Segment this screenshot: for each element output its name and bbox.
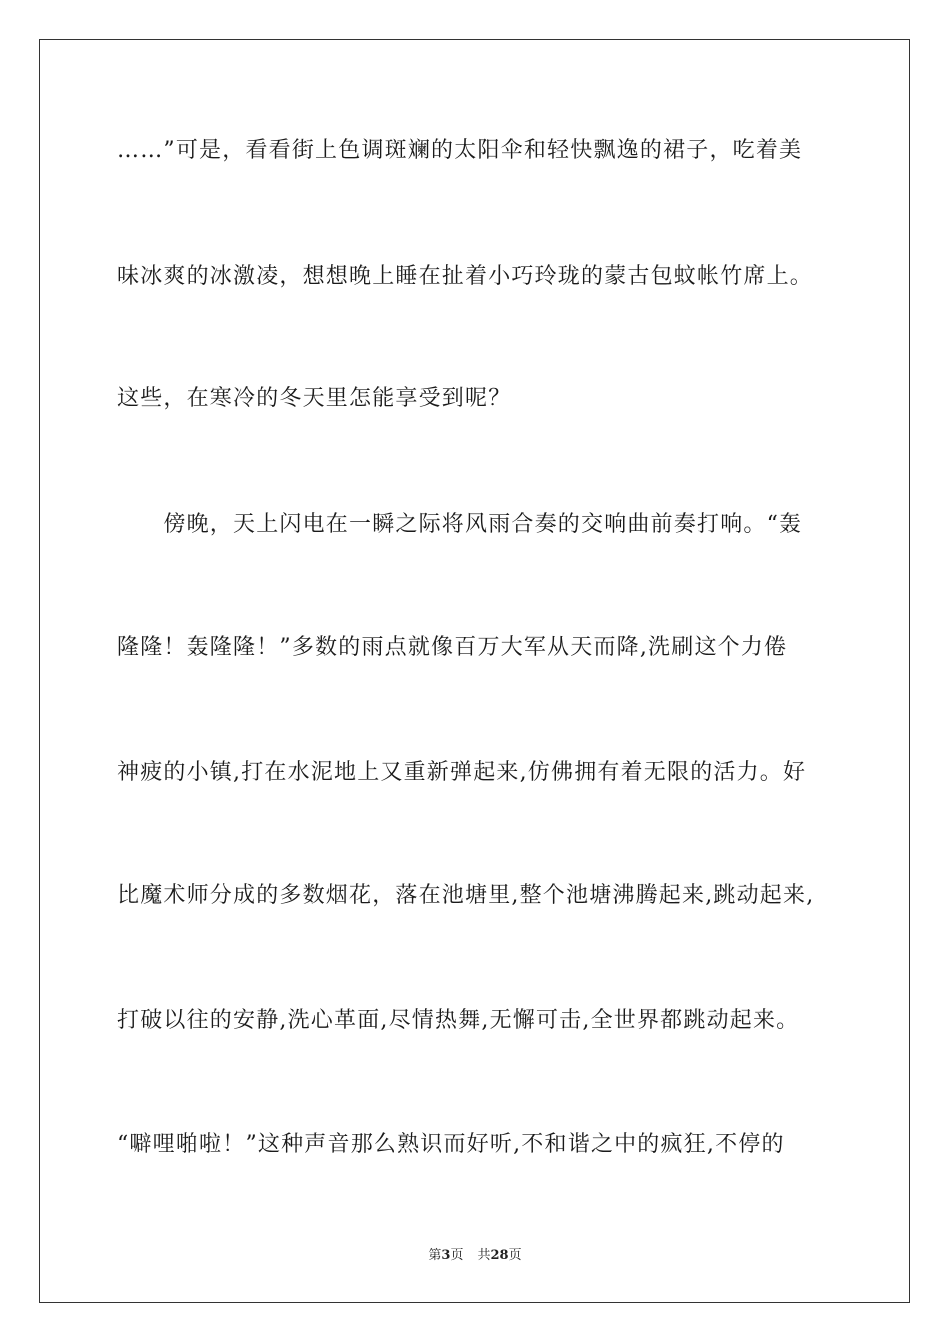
total-pages: 28 [490,1248,509,1263]
body-line-5: 隆隆！轰隆隆！”多数的雨点就像百万大军从天而降,洗刷这个力倦 [117,635,788,660]
total-pages-suffix: 页 [508,1248,522,1263]
body-line-9: “噼哩啪啦！”这种声音那么熟识而好听,不和谐之中的疯狂,不停的 [117,1132,785,1157]
page-footer [0,1247,950,1265]
page-border [39,39,910,1303]
body-line-6: 神疲的小镇,打在水泥地上又重新弹起来,仿佛拥有着无限的活力。好 [117,760,807,785]
page-number-suffix: 页 [450,1248,464,1263]
page-number-prefix: 第 [428,1248,442,1263]
body-line-1: ……”可是，看看街上色调斑斓的太阳伞和轻快飘逸的裙子，吃着美 [117,138,803,163]
body-line-2: 味冰爽的冰激凌，想想晚上睡在扯着小巧玲珑的蒙古包蚊帐竹席上。 [117,264,814,289]
total-pages-prefix: 共 [477,1248,491,1263]
body-line-7: 比魔术师分成的多数烟花，落在池塘里,整个池塘沸腾起来,跳动起来, [117,883,815,908]
page-number: 3 [441,1248,451,1263]
body-line-3: 这些，在寒冷的冬天里怎能享受到呢？ [117,386,512,411]
body-line-4: 傍晚，天上闪电在一瞬之际将风雨合奏的交响曲前奏打响。“轰 [117,512,803,537]
body-line-8: 打破以往的安静,洗心革面,尽情热舞,无懈可击,全世界都跳动起来。 [117,1008,800,1033]
